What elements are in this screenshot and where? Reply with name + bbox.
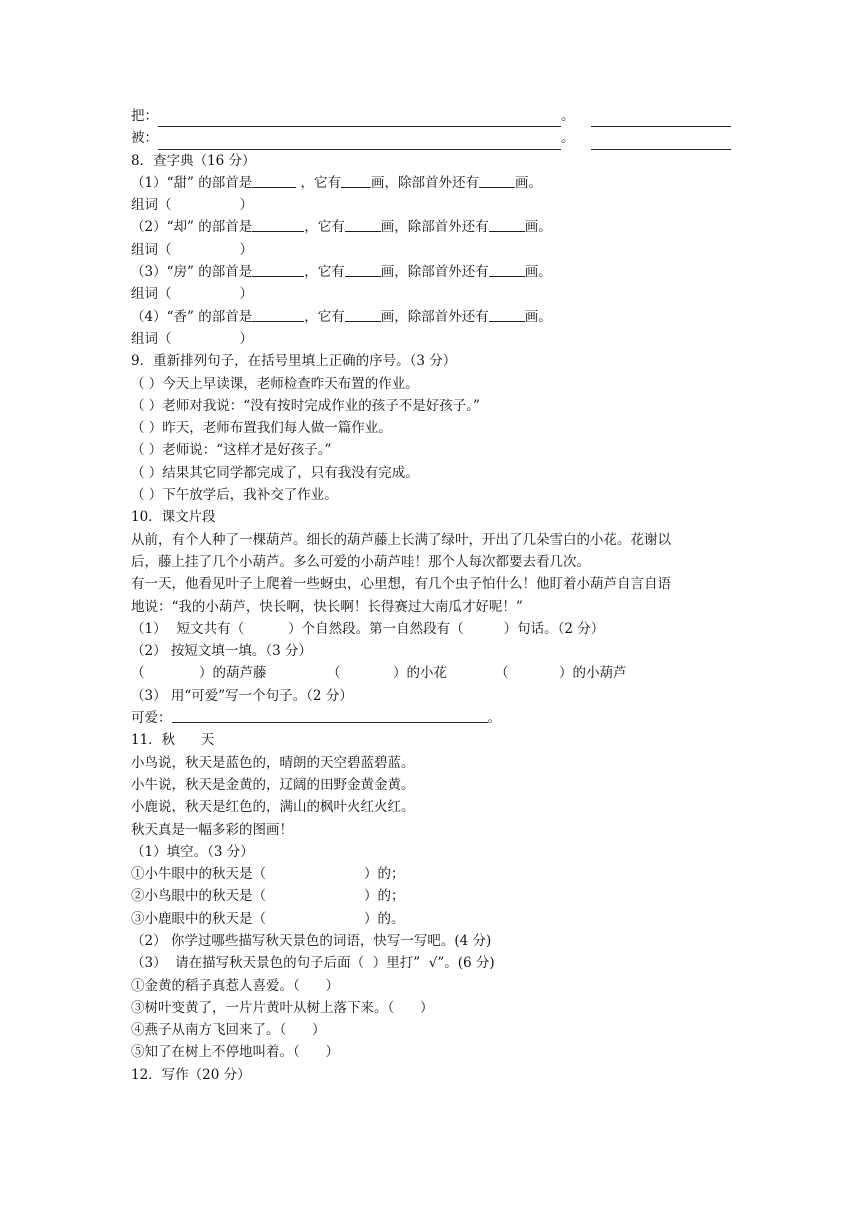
zuci-label: 组词（ [131,286,172,303]
bei-answer-blank[interactable] [158,134,561,150]
target-char: “却” [166,219,194,236]
item-number: （1） [131,174,167,191]
ba-answer-blank-2[interactable] [591,111,731,127]
ba-answer-blank[interactable] [158,111,561,127]
period: 。 [561,130,575,147]
item-number: （4） [131,308,167,325]
bei-sentence-line [131,127,731,149]
period: 。 [487,710,501,727]
item-number: （1） [131,620,167,637]
check-item[interactable]: ⑤知了在树上不停地叫着。（ ） [131,1044,339,1061]
check-item[interactable]: ③树叶变黄了，一片片黄叶从树上落下来。（ ） [131,999,434,1016]
q11-sub1: （1）填空。（3 分） [131,843,254,860]
poem-line: 小鹿说，秋天是红色的，满山的枫叶火红火红。 [131,799,415,816]
prompt-text: 画。 [524,264,552,281]
ba-label: 把： [131,108,158,124]
strokes-blank[interactable] [341,172,371,188]
strokes-blank[interactable] [345,306,381,322]
open-paren: （ [495,665,509,682]
radical-blank[interactable] [252,306,304,322]
prompt-text: 短文共有（ [176,620,245,637]
target-char: “香” [166,308,194,325]
prompt-text: 画。 [515,174,542,191]
open-paren: （ [131,665,145,682]
prompt-text: ，它有 [304,308,345,325]
q10-sub1 [131,618,731,640]
passage-line: 后，藤上挂了几个小葫芦。多么可爱的小葫芦哇！那个人每次都要去看几次。 [131,553,590,570]
prompt-text: ）的； [364,888,405,905]
period: 。 [561,108,575,124]
prompt-text: 的部首是 [193,264,253,281]
strokes-blank[interactable] [345,216,381,232]
q11-fill [131,863,731,885]
zuci-label: 组词（ [131,241,172,258]
q9-title: 9．重新排列句子，在括号里填上正确的序号。（3 分） [131,353,457,370]
q9-item[interactable]: （ ）今天上早读课，老师检查昨天布置的作业。 [131,375,419,392]
q11-sub3: （3） 请在描写秋天景色的句子后面（ ）里打” √”。(6 分) [131,955,495,972]
close-paren: ） [239,197,253,214]
prompt-text: ③小鹿眼中的秋天是（ [131,910,266,927]
prompt-text: 画，除部首外还有 [380,264,489,281]
q9-item[interactable]: （ ）老师说：“这样才是好孩子。” [131,442,332,459]
prompt-text: 的部首是 [193,219,253,236]
zuci-line-4 [131,328,731,350]
remaining-strokes-blank[interactable] [479,172,515,188]
q10-fill-row [131,662,731,684]
bei-answer-blank-2[interactable] [591,134,731,150]
q11-fill [131,908,731,930]
prompt-text: 画。 [524,308,552,325]
q8-title: 8．查字典（16 分） [131,152,256,169]
close-paren: ） [239,241,253,258]
prompt-text: 画。 [524,219,552,236]
q8-item-3 [131,261,731,283]
remaining-strokes-blank[interactable] [489,216,525,232]
radical-blank[interactable] [252,216,304,232]
prompt-text: 的部首是 [193,308,253,325]
remaining-strokes-blank[interactable] [489,261,525,277]
prompt-text: ①小牛眼中的秋天是（ [131,866,266,883]
prompt-text: ）句话。（2 分） [503,620,605,637]
close-paren: ） [239,286,253,303]
q10-title: 10．课文片段 [131,509,216,526]
target-char: “甜” [166,174,194,191]
q11-title: 11．秋 天 [131,732,215,749]
q12-title: 12．写作（20 分） [131,1066,251,1083]
q10-sub3: （3） 用“可爱”写一个句子。（2 分） [131,687,353,704]
radical-blank[interactable] [252,172,296,188]
prompt-text: ）的。 [364,910,405,927]
check-item[interactable]: ①金黄的稻子真惹人喜爱。（ ） [131,977,339,994]
prompt-text: 画，除部首外还有 [371,174,479,191]
zuci-label: 组词（ [131,197,172,214]
open-paren: （ [327,665,341,682]
q10-sub2: （2） 按短文填一填。（3 分） [131,643,313,660]
prompt-text: 的部首是 [193,174,253,191]
poem-line: 小牛说，秋天是金黄的，辽阔的田野金黄金黄。 [131,776,415,793]
check-item[interactable]: ④燕子从南方飞回来了。（ ） [131,1022,326,1039]
passage-line: 地说：“我的小葫芦，快长啊，快长啊！长得赛过大南瓜才好呢！” [131,598,523,615]
zuci-line-3 [131,283,731,305]
q8-item-4 [131,306,731,328]
keai-answer-blank[interactable] [172,707,488,723]
poem-line: 小鸟说，秋天是蓝色的，晴朗的天空碧蓝碧蓝。 [131,754,415,771]
q8-item-2 [131,216,731,238]
q11-fill [131,885,731,907]
radical-blank[interactable] [252,261,304,277]
keai-label: 可爱： [131,710,172,727]
worksheet-page [131,105,731,1086]
target-char: “房” [166,264,194,281]
passage-line: 从前，有个人种了一棵葫芦。细长的葫芦藤上长满了绿叶，开出了几朵雪白的小花。花谢以 [131,531,671,548]
q9-item[interactable]: （ ）下午放学后，我补交了作业。 [131,487,338,504]
item-number: （3） [131,264,167,281]
prompt-text: ，它有 [304,219,345,236]
prompt-text: 画，除部首外还有 [380,308,489,325]
fill-little-gourd[interactable]: ）的小葫芦 [559,665,627,682]
prompt-text: ，它有 [304,264,345,281]
prompt-text: 画，除部首外还有 [380,219,489,236]
bei-label: 被： [131,130,158,147]
remaining-strokes-blank[interactable] [489,306,525,322]
prompt-text: ）的； [364,866,405,883]
q9-item[interactable]: （ ）结果其它同学都完成了，只有我没有完成。 [131,464,419,481]
ba-sentence-line [131,105,731,127]
prompt-text: ）个自然段。第一自然段有（ [288,620,464,637]
poem-line: 秋天真是一幅多彩的图画！ [131,821,293,838]
fill-little-flower[interactable]: ）的小花 [393,665,447,682]
q11-sub2: （2） 你学过哪些描写秋天景色的词语，快写一写吧。(4 分) [131,932,492,949]
q9-item[interactable]: （ ）老师对我说：“没有按时完成作业的孩子不是好孩子。” [131,397,480,414]
zuci-line-2 [131,239,731,261]
zuci-line-1 [131,194,731,216]
prompt-text: ，它有 [296,174,341,191]
q8-item-1 [131,172,731,194]
strokes-blank[interactable] [345,261,381,277]
zuci-label: 组词（ [131,330,172,347]
item-number: （2） [131,219,167,236]
keai-sentence-line [131,707,731,729]
q9-item[interactable]: （ ）昨天，老师布置我们每人做一篇作业。 [131,420,392,437]
prompt-text: ②小鸟眼中的秋天是（ [131,888,266,905]
fill-gourd-vine[interactable]: ）的葫芦藤 [199,665,267,682]
passage-line: 有一天，他看见叶子上爬着一些蚜虫，心里想，有几个虫子怕什么！他盯着小葫芦自言自语 [131,576,671,593]
close-paren: ） [239,330,253,347]
